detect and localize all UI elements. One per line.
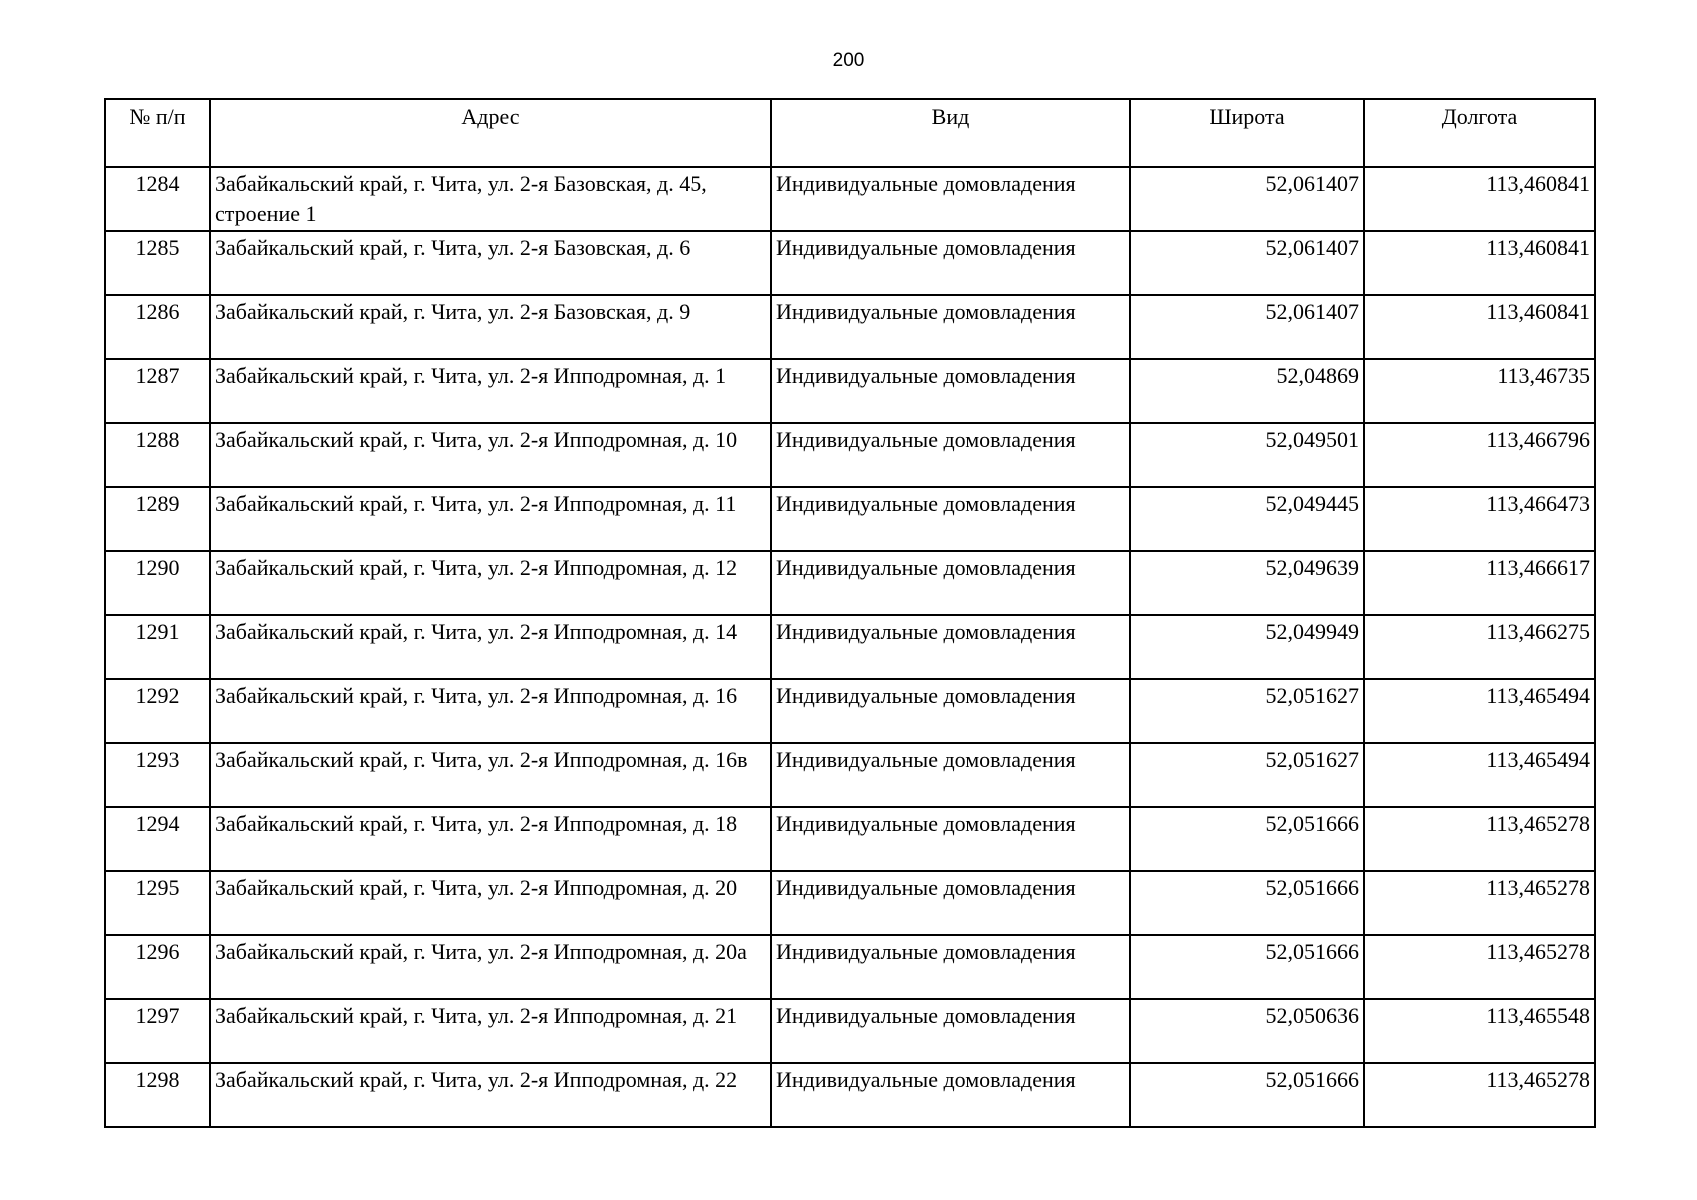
cell-latitude: 52,050636 bbox=[1130, 999, 1364, 1063]
cell-num: 1293 bbox=[105, 743, 210, 807]
table-row bbox=[105, 615, 1595, 679]
table-row bbox=[105, 423, 1595, 487]
table-row bbox=[105, 999, 1595, 1063]
cell-kind: Индивидуальные домовладения bbox=[771, 295, 1130, 359]
cell-kind: Индивидуальные домовладения bbox=[771, 999, 1130, 1063]
cell-longitude: 113,465494 bbox=[1364, 743, 1595, 807]
page-number: 200 bbox=[832, 50, 865, 71]
table-row bbox=[105, 231, 1595, 295]
cell-latitude: 52,051627 bbox=[1130, 679, 1364, 743]
cell-longitude: 113,466617 bbox=[1364, 551, 1595, 615]
cell-latitude: 52,049501 bbox=[1130, 423, 1364, 487]
cell-kind: Индивидуальные домовладения bbox=[771, 935, 1130, 999]
cell-address: Забайкальский край, г. Чита, ул. 2-я Ипподромная, д. 18 bbox=[210, 807, 771, 871]
cell-longitude: 113,466796 bbox=[1364, 423, 1595, 487]
cell-latitude: 52,061407 bbox=[1130, 231, 1364, 295]
cell-latitude: 52,051666 bbox=[1130, 807, 1364, 871]
cell-longitude: 113,460841 bbox=[1364, 231, 1595, 295]
cell-kind: Индивидуальные домовладения bbox=[771, 359, 1130, 423]
cell-longitude: 113,465278 bbox=[1364, 871, 1595, 935]
cell-latitude: 52,049949 bbox=[1130, 615, 1364, 679]
cell-latitude: 52,061407 bbox=[1130, 295, 1364, 359]
cell-num: 1289 bbox=[105, 487, 210, 551]
cell-num: 1287 bbox=[105, 359, 210, 423]
table-row bbox=[105, 295, 1595, 359]
cell-num: 1292 bbox=[105, 679, 210, 743]
cell-longitude: 113,465494 bbox=[1364, 679, 1595, 743]
table-row bbox=[105, 807, 1595, 871]
header-latitude: Широта bbox=[1130, 99, 1364, 167]
cell-longitude: 113,465278 bbox=[1364, 935, 1595, 999]
cell-kind: Индивидуальные домовладения bbox=[771, 679, 1130, 743]
cell-latitude: 52,061407 bbox=[1130, 167, 1364, 231]
cell-longitude: 113,466473 bbox=[1364, 487, 1595, 551]
cell-latitude: 52,04869 bbox=[1130, 359, 1364, 423]
cell-num: 1284 bbox=[105, 167, 210, 231]
cell-kind: Индивидуальные домовладения bbox=[771, 1063, 1130, 1127]
cell-kind: Индивидуальные домовладения bbox=[771, 423, 1130, 487]
cell-num: 1288 bbox=[105, 423, 210, 487]
cell-address: Забайкальский край, г. Чита, ул. 2-я Ипподромная, д. 21 bbox=[210, 999, 771, 1063]
cell-latitude: 52,051666 bbox=[1130, 1063, 1364, 1127]
cell-address: Забайкальский край, г. Чита, ул. 2-я Базовская, д. 9 bbox=[210, 295, 771, 359]
cell-address: Забайкальский край, г. Чита, ул. 2-я Ипподромная, д. 14 bbox=[210, 615, 771, 679]
cell-kind: Индивидуальные домовладения bbox=[771, 551, 1130, 615]
cell-kind: Индивидуальные домовладения bbox=[771, 487, 1130, 551]
cell-num: 1290 bbox=[105, 551, 210, 615]
cell-address: Забайкальский край, г. Чита, ул. 2-я Ипподромная, д. 20 bbox=[210, 871, 771, 935]
cell-num: 1298 bbox=[105, 1063, 210, 1127]
cell-kind: Индивидуальные домовладения bbox=[771, 743, 1130, 807]
cell-latitude: 52,051666 bbox=[1130, 871, 1364, 935]
cell-num: 1296 bbox=[105, 935, 210, 999]
cell-longitude: 113,460841 bbox=[1364, 295, 1595, 359]
cell-latitude: 52,049445 bbox=[1130, 487, 1364, 551]
cell-num: 1297 bbox=[105, 999, 210, 1063]
cell-address: Забайкальский край, г. Чита, ул. 2-я Ипподромная, д. 12 bbox=[210, 551, 771, 615]
cell-num: 1295 bbox=[105, 871, 210, 935]
table-row bbox=[105, 743, 1595, 807]
cell-address: Забайкальский край, г. Чита, ул. 2-я Ипподромная, д. 20а bbox=[210, 935, 771, 999]
cell-latitude: 52,051627 bbox=[1130, 743, 1364, 807]
cell-address: Забайкальский край, г. Чита, ул. 2-я Ипподромная, д. 10 bbox=[210, 423, 771, 487]
header-longitude: Долгота bbox=[1364, 99, 1595, 167]
cell-longitude: 113,465548 bbox=[1364, 999, 1595, 1063]
cell-num: 1291 bbox=[105, 615, 210, 679]
cell-latitude: 52,051666 bbox=[1130, 935, 1364, 999]
cell-longitude: 113,460841 bbox=[1364, 167, 1595, 231]
cell-address: Забайкальский край, г. Чита, ул. 2-я Ипподромная, д. 16 bbox=[210, 679, 771, 743]
table-row bbox=[105, 551, 1595, 615]
cell-longitude: 113,466275 bbox=[1364, 615, 1595, 679]
address-table bbox=[104, 98, 1596, 1128]
cell-latitude: 52,049639 bbox=[1130, 551, 1364, 615]
cell-num: 1286 bbox=[105, 295, 210, 359]
cell-num: 1294 bbox=[105, 807, 210, 871]
cell-kind: Индивидуальные домовладения bbox=[771, 615, 1130, 679]
cell-address: Забайкальский край, г. Чита, ул. 2-я Ипподромная, д. 16в bbox=[210, 743, 771, 807]
cell-num: 1285 bbox=[105, 231, 210, 295]
cell-longitude: 113,465278 bbox=[1364, 807, 1595, 871]
cell-kind: Индивидуальные домовладения bbox=[771, 871, 1130, 935]
cell-address: Забайкальский край, г. Чита, ул. 2-я Базовская, д. 45, строение 1 bbox=[210, 167, 771, 231]
header-num: № п/п bbox=[105, 99, 210, 167]
cell-address: Забайкальский край, г. Чита, ул. 2-я Ипподромная, д. 22 bbox=[210, 1063, 771, 1127]
header-address: Адрес bbox=[210, 99, 771, 167]
cell-longitude: 113,46735 bbox=[1364, 359, 1595, 423]
cell-longitude: 113,465278 bbox=[1364, 1063, 1595, 1127]
table-row bbox=[105, 1063, 1595, 1127]
cell-kind: Индивидуальные домовладения bbox=[771, 807, 1130, 871]
cell-kind: Индивидуальные домовладения bbox=[771, 231, 1130, 295]
table-row bbox=[105, 871, 1595, 935]
cell-address: Забайкальский край, г. Чита, ул. 2-я Ипподромная, д. 11 bbox=[210, 487, 771, 551]
table-header-row bbox=[105, 99, 1595, 167]
table-row bbox=[105, 167, 1595, 231]
table-row bbox=[105, 679, 1595, 743]
table-row bbox=[105, 487, 1595, 551]
cell-address: Забайкальский край, г. Чита, ул. 2-я Ипподромная, д. 1 bbox=[210, 359, 771, 423]
table-row bbox=[105, 935, 1595, 999]
cell-kind: Индивидуальные домовладения bbox=[771, 167, 1130, 231]
header-kind: Вид bbox=[771, 99, 1130, 167]
table-row bbox=[105, 359, 1595, 423]
cell-address: Забайкальский край, г. Чита, ул. 2-я Базовская, д. 6 bbox=[210, 231, 771, 295]
